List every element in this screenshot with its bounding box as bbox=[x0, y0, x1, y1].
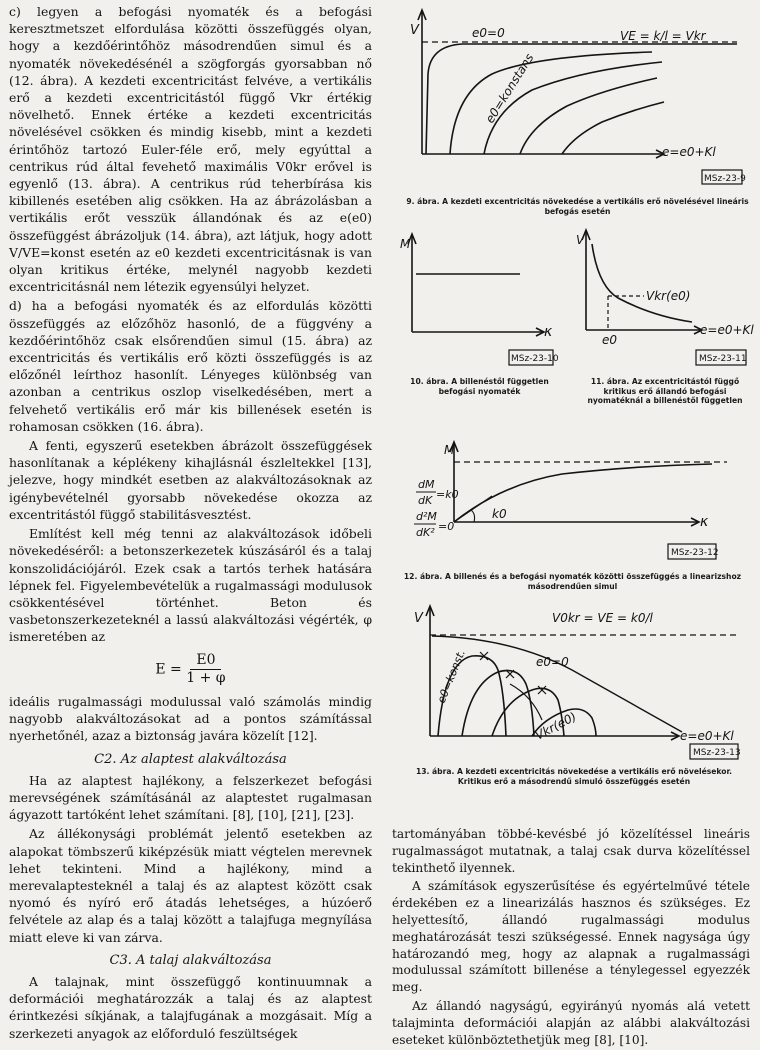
fig10-caption: 10. ábra. A billenéstől független befogási nyomaték bbox=[410, 377, 549, 396]
figure-11 bbox=[572, 226, 758, 374]
fig13-label-e0-zero: e0=0 bbox=[536, 655, 569, 669]
figure-12 bbox=[392, 440, 752, 572]
modulus-equation: E = $\frac{E0}{1 + \varphi}$ bbox=[155, 651, 226, 686]
fig10-x-label: κ bbox=[544, 324, 553, 340]
paragraph-linearization: A számítások egyszerűsítése és egyértelművé tétele érdekében ez a linearizálás hasznos és szükséges. Ez helyettesítő, állandó rugalmassági modulus meghatározását teszi szükségessé. Ennek nagysága úgy határozandó meg, hogy az alapnak a rugalmassági modulussal számított billenése a ténylegessel egyezzék meg. bbox=[392, 879, 750, 995]
figure-10 bbox=[392, 226, 572, 374]
paragraph-simple-cases: A fenti, egyszerű esetekben ábrázolt összefüggések hasonlítanak a képlékeny kihajlásnál észleltekkel [13], jelezve, hogy mindkét esetben az alakváltozásoknak az igénybevételnél gyorsabb növekedése okozza az excentritástól függő stabilitásvesztést. bbox=[9, 438, 372, 522]
svg-text:V: V bbox=[576, 233, 585, 247]
fig9-formula: VE = k/l = Vkr bbox=[620, 29, 706, 43]
fig12-stamp: MSz-23-12 bbox=[671, 548, 719, 558]
fig9-caption: 9. ábra. A kezdeti excentricitás növekedése a vertikális erő növelésével lineáris befogás esetén bbox=[406, 197, 749, 216]
paragraph-deformation-cases: Az állandó nagyságú, egyirányú nyomás alá vetett talajminta deformációi alapján az alábbi alakváltozási eseteket különböztethetjük meg [8], [10]. bbox=[392, 998, 750, 1047]
fig12-caption: 12. ábra. A billenés és a befogási nyomaték közötti összefüggés a linearizshoz másodrendűen simul bbox=[403, 572, 742, 591]
fig13-formula: V0kr = VE = k0/l bbox=[552, 611, 653, 625]
fig13-label-e0-const: e0=konst. bbox=[434, 647, 468, 706]
fig11-curve-label: Vkr(e0) bbox=[646, 289, 691, 303]
fig12-d1-num: dM bbox=[418, 478, 435, 491]
fig12-d2-rhs: =0 bbox=[438, 520, 455, 533]
svg-text:V: V bbox=[410, 23, 419, 38]
svg-text:M: M bbox=[400, 237, 411, 251]
figure-13 bbox=[392, 600, 754, 766]
fig9-label-e0-zero: e0=0 bbox=[472, 26, 505, 40]
svg-text:V: V bbox=[414, 611, 423, 626]
fig12-d2-den: dK² bbox=[416, 526, 435, 539]
fig13-caption: 13. ábra. A kezdeti excentricitás növekedése a vertikális erő növelésekor. Kritikus erő a másodrendű simuló összefüggés esetén bbox=[415, 767, 733, 786]
fig12-d1-den: dK bbox=[418, 494, 433, 507]
paragraph-rigid-base: Az állékonysági problémát jelentő esetekben az alapokat tömbszerű kiképzésük miatt végtelen merevnek lehet tekinteni. Mind a hajlékony, mind a merevalaptesteknél a talaj és az alaptest között csak nyomó és nyíró erő átadás lehetséges, a húzóerő felvétele az alap és a talaj között a talajfuga megnyílása miatt eleve ki van zárva. bbox=[9, 826, 372, 945]
fig13-label-vkr: Vkr(e0) bbox=[532, 709, 579, 743]
equation-numerator: E0 bbox=[190, 652, 221, 670]
equation-denominator: 1 + φ bbox=[186, 669, 226, 686]
section-title-c2: C2. Az alaptest alakváltozása bbox=[94, 751, 287, 767]
fig9-x-label: e=e0+Kl bbox=[662, 145, 716, 159]
fig11-x-tick: e0 bbox=[602, 333, 618, 347]
fig9-stamp: MSz-23-9 bbox=[704, 174, 746, 184]
fig12-d1-rhs: =k0 bbox=[436, 488, 459, 501]
fig12-d2-num: d²M bbox=[416, 510, 437, 523]
paragraph-d: d) ha a befogási nyomaték és az elfordulás közötti összefüggés az előzőhöz hasonló, de a függvény a kezdőérintőhöz csak elsőrendűen simul (15. ábra) az excentricitás és vertikális erő közti összefüggés is az előzőnél leírthoz hasonlít. Lényeges különbség van azonban a centrikus oszlop viselkedésében, mert a felvehető vertikális erő már kis billenések esetén is rohamosan csökken (16. ábra). bbox=[9, 298, 372, 434]
paragraph-soil: A talajnak, mint összefüggő kontinuumnak a deformációi meghatározzák a talaj és az alaptest érintkezési síkjának, a talajfugának a mozgásait. Míg a szerkezeti anyagok az előforduló feszültségek bbox=[9, 973, 372, 1041]
fig9-label-e0-const: e0=konstans bbox=[482, 51, 537, 126]
fig11-x-label: e=e0+Kl bbox=[700, 323, 754, 337]
fig12-x-label: κ bbox=[700, 514, 709, 530]
paragraph-c: c) legyen a befogási nyomaték és a befogási keresztmetszet elfordulása közötti összefüggés olyan, hogy a kezdőérintőhöz másodrendűen simul és a nyomaték növekedésénél a szögforgás gyorsabban nő (12. ábra). A kezdeti excentricitást felvéve, a vertikális erő a kezdeti excentricitástól függő Vkr értékig növelhető. Ennek értéke a kezdeti excentricitás növelésével csökken és mindig kisebb, mint a kezdeti érintőhöz tartozó Euler-féle erő, mely egyúttal a centrikus rúd által fevehető maximális V0kr erővel is egyenlő (13. ábra). A centrikus rúd teherbírása kis kibillenés esetében alig csökken. Ha az ábrázolásban a vertikális erőt vesszük állandónak és az e(e0) összefüggést ábrázoljuk (14. ábra), azt látjuk, hogy adott V/VE=konst esetén az e0 kezdeti excentricitásnak is van olyan kritikus értéke, melynél nagyobb kezdeti excentricitásnál nem létezik egyensúlyi helyzet. bbox=[9, 4, 372, 295]
fig13-stamp: MSz-23-13 bbox=[693, 748, 741, 758]
paragraph-time-deformation: Említést kell még tenni az alakváltozások időbeli növekedéséről: a betonszerkezetek kúszásáról és a talaj konszolidációjáról. Ezek csak a tartós terhek hatására lépnek fel. Figyelembevételük a rugalmassági modulusok csökkentésével történhet. Beton és vasbetonszerkezeteknél a lassú alakváltozási végérték, φ ismeretében az bbox=[9, 526, 372, 645]
fig11-stamp: MSz-23-11 bbox=[699, 354, 747, 364]
figure-9 bbox=[392, 4, 752, 194]
paragraph-flexible-base: Ha az alaptest hajlékony, a felszerkezet befogási merevségének számításánál az alaptestet rugalmasan ágyazott tartóként lehet számítani. [8], [10], [21], [23]. bbox=[9, 772, 372, 823]
fig13-x-label: e=e0+Kl bbox=[680, 729, 734, 743]
svg-text:M: M bbox=[444, 443, 455, 457]
fig11-caption: 11. ábra. Az excentricitástól függő kritikus erő állandó befogási nyomatéknál a billenéstől független bbox=[587, 377, 743, 405]
paragraph-ideal-modulus: ideális rugalmassági modulussal való számolás mindig nagyobb alakváltozásokat ad a pontos számítással nyerhetőnél, azaz a biztonság javára közelít [12]. bbox=[9, 693, 372, 744]
right-text-column bbox=[392, 826, 750, 1050]
left-text-column bbox=[9, 3, 372, 1044]
fig12-angle-label: k0 bbox=[492, 507, 507, 521]
paragraph-soil-cont: tartományában többé-kevésbé jó közelítéssel lineáris rugalmasságot mutatnak, a talaj csak durva közelítéssel tekinthető ilyennek. bbox=[392, 827, 750, 875]
section-title-c3: C3. A talaj alakváltozása bbox=[109, 952, 272, 968]
fig10-stamp: MSz-23-10 bbox=[511, 354, 559, 364]
